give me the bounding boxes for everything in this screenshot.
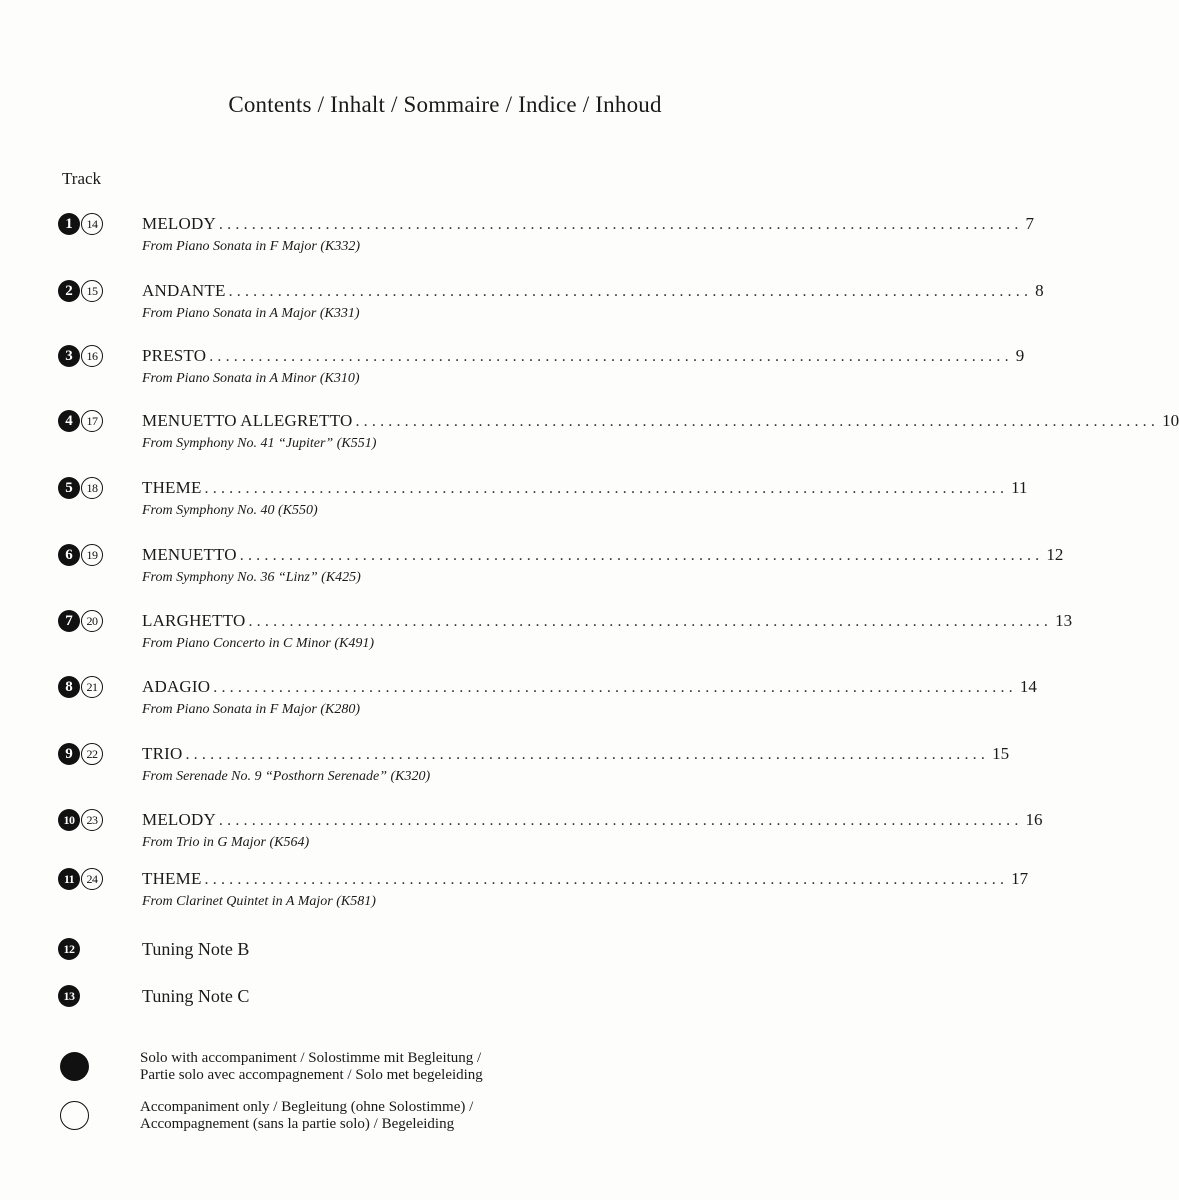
piece-source: From Piano Concerto in C Minor (K491) [142, 636, 375, 651]
solo-track-number: 2 [58, 280, 80, 302]
entry-title-line [142, 677, 1037, 699]
solo-track-number: 9 [58, 743, 80, 765]
entry-title-line [142, 281, 1044, 303]
piece-source: From Trio in G Major (K564) [142, 835, 310, 850]
piece-source: From Piano Sonata in A Major (K331) [142, 306, 360, 321]
solo-track-number: 4 [58, 410, 80, 432]
dot-leader: .................................................................................................. [185, 746, 990, 763]
piece-source: From Serenade No. 9 “Posthorn Serenade” (K320) [142, 769, 431, 784]
piece-source: From Symphony No. 36 “Linz” (K425) [142, 570, 361, 585]
legend-accompaniment-line-1: Accompaniment only / Begleitung (ohne Solostimme) / [140, 1099, 474, 1115]
page-number: 7 [1025, 214, 1035, 233]
accompaniment-track-number: 18 [81, 477, 103, 499]
piece-title: MENUETTO ALLEGRETTO [142, 411, 353, 430]
contents-entry[interactable] [58, 476, 1028, 522]
entry-title-line [142, 411, 1179, 433]
contents-entry[interactable] [58, 609, 1073, 655]
track-badges [58, 212, 103, 236]
contents-entry[interactable] [58, 344, 1025, 390]
solo-track-number: 11 [58, 868, 80, 890]
accompaniment-track-number: 17 [81, 410, 103, 432]
piece-title: ANDANTE [142, 281, 226, 300]
entry-title-line [142, 214, 1035, 236]
contents-entry[interactable] [58, 409, 1179, 455]
entry-title-line [142, 744, 1010, 766]
open-circle-icon [60, 1101, 89, 1130]
page-number: 8 [1035, 281, 1044, 300]
page-number: 15 [992, 744, 1010, 763]
dot-leader: .................................................................................................. [248, 613, 1053, 630]
piece-title: MENUETTO [142, 545, 237, 564]
track-badges [58, 867, 103, 891]
piece-source: From Piano Sonata in F Major (K332) [142, 239, 361, 254]
page-number: 9 [1015, 346, 1025, 365]
solo-track-number: 10 [58, 809, 80, 831]
contents-entry[interactable] [58, 212, 1035, 258]
piece-title: PRESTO [142, 346, 207, 365]
legend-solo-line-1: Solo with accompaniment / Solostimme mit Begleitung / [140, 1050, 482, 1066]
accompaniment-track-number: 14 [81, 213, 103, 235]
entry-title-line [142, 869, 1029, 891]
legend-solo [60, 1050, 760, 1090]
page-number: 12 [1046, 545, 1064, 564]
tuning-track-number: 12 [58, 938, 80, 960]
accompaniment-track-number: 15 [81, 280, 103, 302]
track-badges [58, 476, 103, 500]
track-badges [58, 808, 103, 832]
track-badges [58, 543, 103, 567]
tuning-label: Tuning Note B [142, 939, 250, 959]
piece-title: ADAGIO [142, 677, 211, 696]
track-badges [58, 742, 103, 766]
dot-leader: .................................................................................................. [218, 812, 1023, 829]
solo-track-number: 8 [58, 676, 80, 698]
entry-title-line [142, 545, 1064, 567]
dot-leader: .................................................................................................. [228, 283, 1033, 300]
dot-leader: .................................................................................................. [204, 480, 1009, 497]
accompaniment-track-number: 23 [81, 809, 103, 831]
piece-source: From Symphony No. 40 (K550) [142, 503, 318, 518]
entry-title-line [142, 346, 1025, 368]
track-column-label: Track [62, 169, 102, 188]
tuning-track-number: 13 [58, 985, 80, 1007]
piece-source: From Piano Sonata in F Major (K280) [142, 702, 361, 717]
accompaniment-track-number: 21 [81, 676, 103, 698]
dot-leader: .................................................................................................. [355, 413, 1160, 430]
page-number: 11 [1011, 478, 1028, 497]
legend-accompaniment-line-2: Accompagnement (sans la partie solo) / Begeleiding [140, 1116, 455, 1132]
track-badges [58, 675, 103, 699]
contents-entry[interactable] [58, 279, 1044, 325]
piece-title: LARGHETTO [142, 611, 246, 630]
filled-circle-icon [60, 1052, 89, 1081]
track-badges [58, 279, 103, 303]
tuning-label: Tuning Note C [142, 986, 250, 1006]
piece-title: MELODY [142, 810, 216, 829]
piece-source: From Clarinet Quintet in A Major (K581) [142, 894, 376, 909]
contents-entry[interactable] [58, 742, 1010, 788]
page-number: 14 [1019, 677, 1037, 696]
piece-source: From Piano Sonata in A Minor (K310) [142, 371, 360, 386]
legend-solo-line-2: Partie solo avec accompagnement / Solo met begeleiding [140, 1067, 483, 1083]
page-number: 10 [1162, 411, 1179, 430]
track-badges [58, 409, 103, 433]
solo-track-number: 6 [58, 544, 80, 566]
piece-title: MELODY [142, 214, 216, 233]
piece-source: From Symphony No. 41 “Jupiter” (K551) [142, 436, 377, 451]
track-badges [58, 344, 103, 368]
entry-title-line [142, 611, 1073, 633]
accompaniment-track-number: 22 [81, 743, 103, 765]
page-number: 16 [1025, 810, 1043, 829]
page-number: 13 [1055, 611, 1073, 630]
accompaniment-track-number: 19 [81, 544, 103, 566]
page-title: Contents / Inhalt / Sommaire / Indice / Inhoud [228, 92, 662, 117]
entry-title-line [142, 810, 1043, 832]
dot-leader: .................................................................................................. [204, 871, 1009, 888]
track-badges [58, 609, 103, 633]
piece-title: TRIO [142, 744, 183, 763]
solo-track-number: 1 [58, 213, 80, 235]
legend-accompaniment [60, 1099, 760, 1139]
accompaniment-track-number: 24 [81, 868, 103, 890]
solo-track-number: 3 [58, 345, 80, 367]
legend-accompaniment-text [140, 1099, 473, 1133]
dot-leader: .................................................................................................. [213, 679, 1017, 696]
piece-title: THEME [142, 869, 202, 888]
entry-title-line [142, 478, 1028, 500]
accompaniment-track-number: 16 [81, 345, 103, 367]
dot-leader: .................................................................................................. [218, 216, 1023, 233]
contents-entry[interactable] [58, 808, 1043, 854]
dot-leader: .................................................................................................. [239, 547, 1044, 564]
contents-entry[interactable] [58, 675, 1037, 721]
solo-track-number: 5 [58, 477, 80, 499]
accompaniment-track-number: 20 [81, 610, 103, 632]
piece-title: THEME [142, 478, 202, 497]
solo-track-number: 7 [58, 610, 80, 632]
contents-entry[interactable] [58, 867, 1029, 913]
legend-solo-text [140, 1050, 483, 1084]
contents-entry[interactable] [58, 543, 1064, 589]
dot-leader: .................................................................................................. [209, 348, 1013, 365]
page-number: 17 [1011, 869, 1029, 888]
